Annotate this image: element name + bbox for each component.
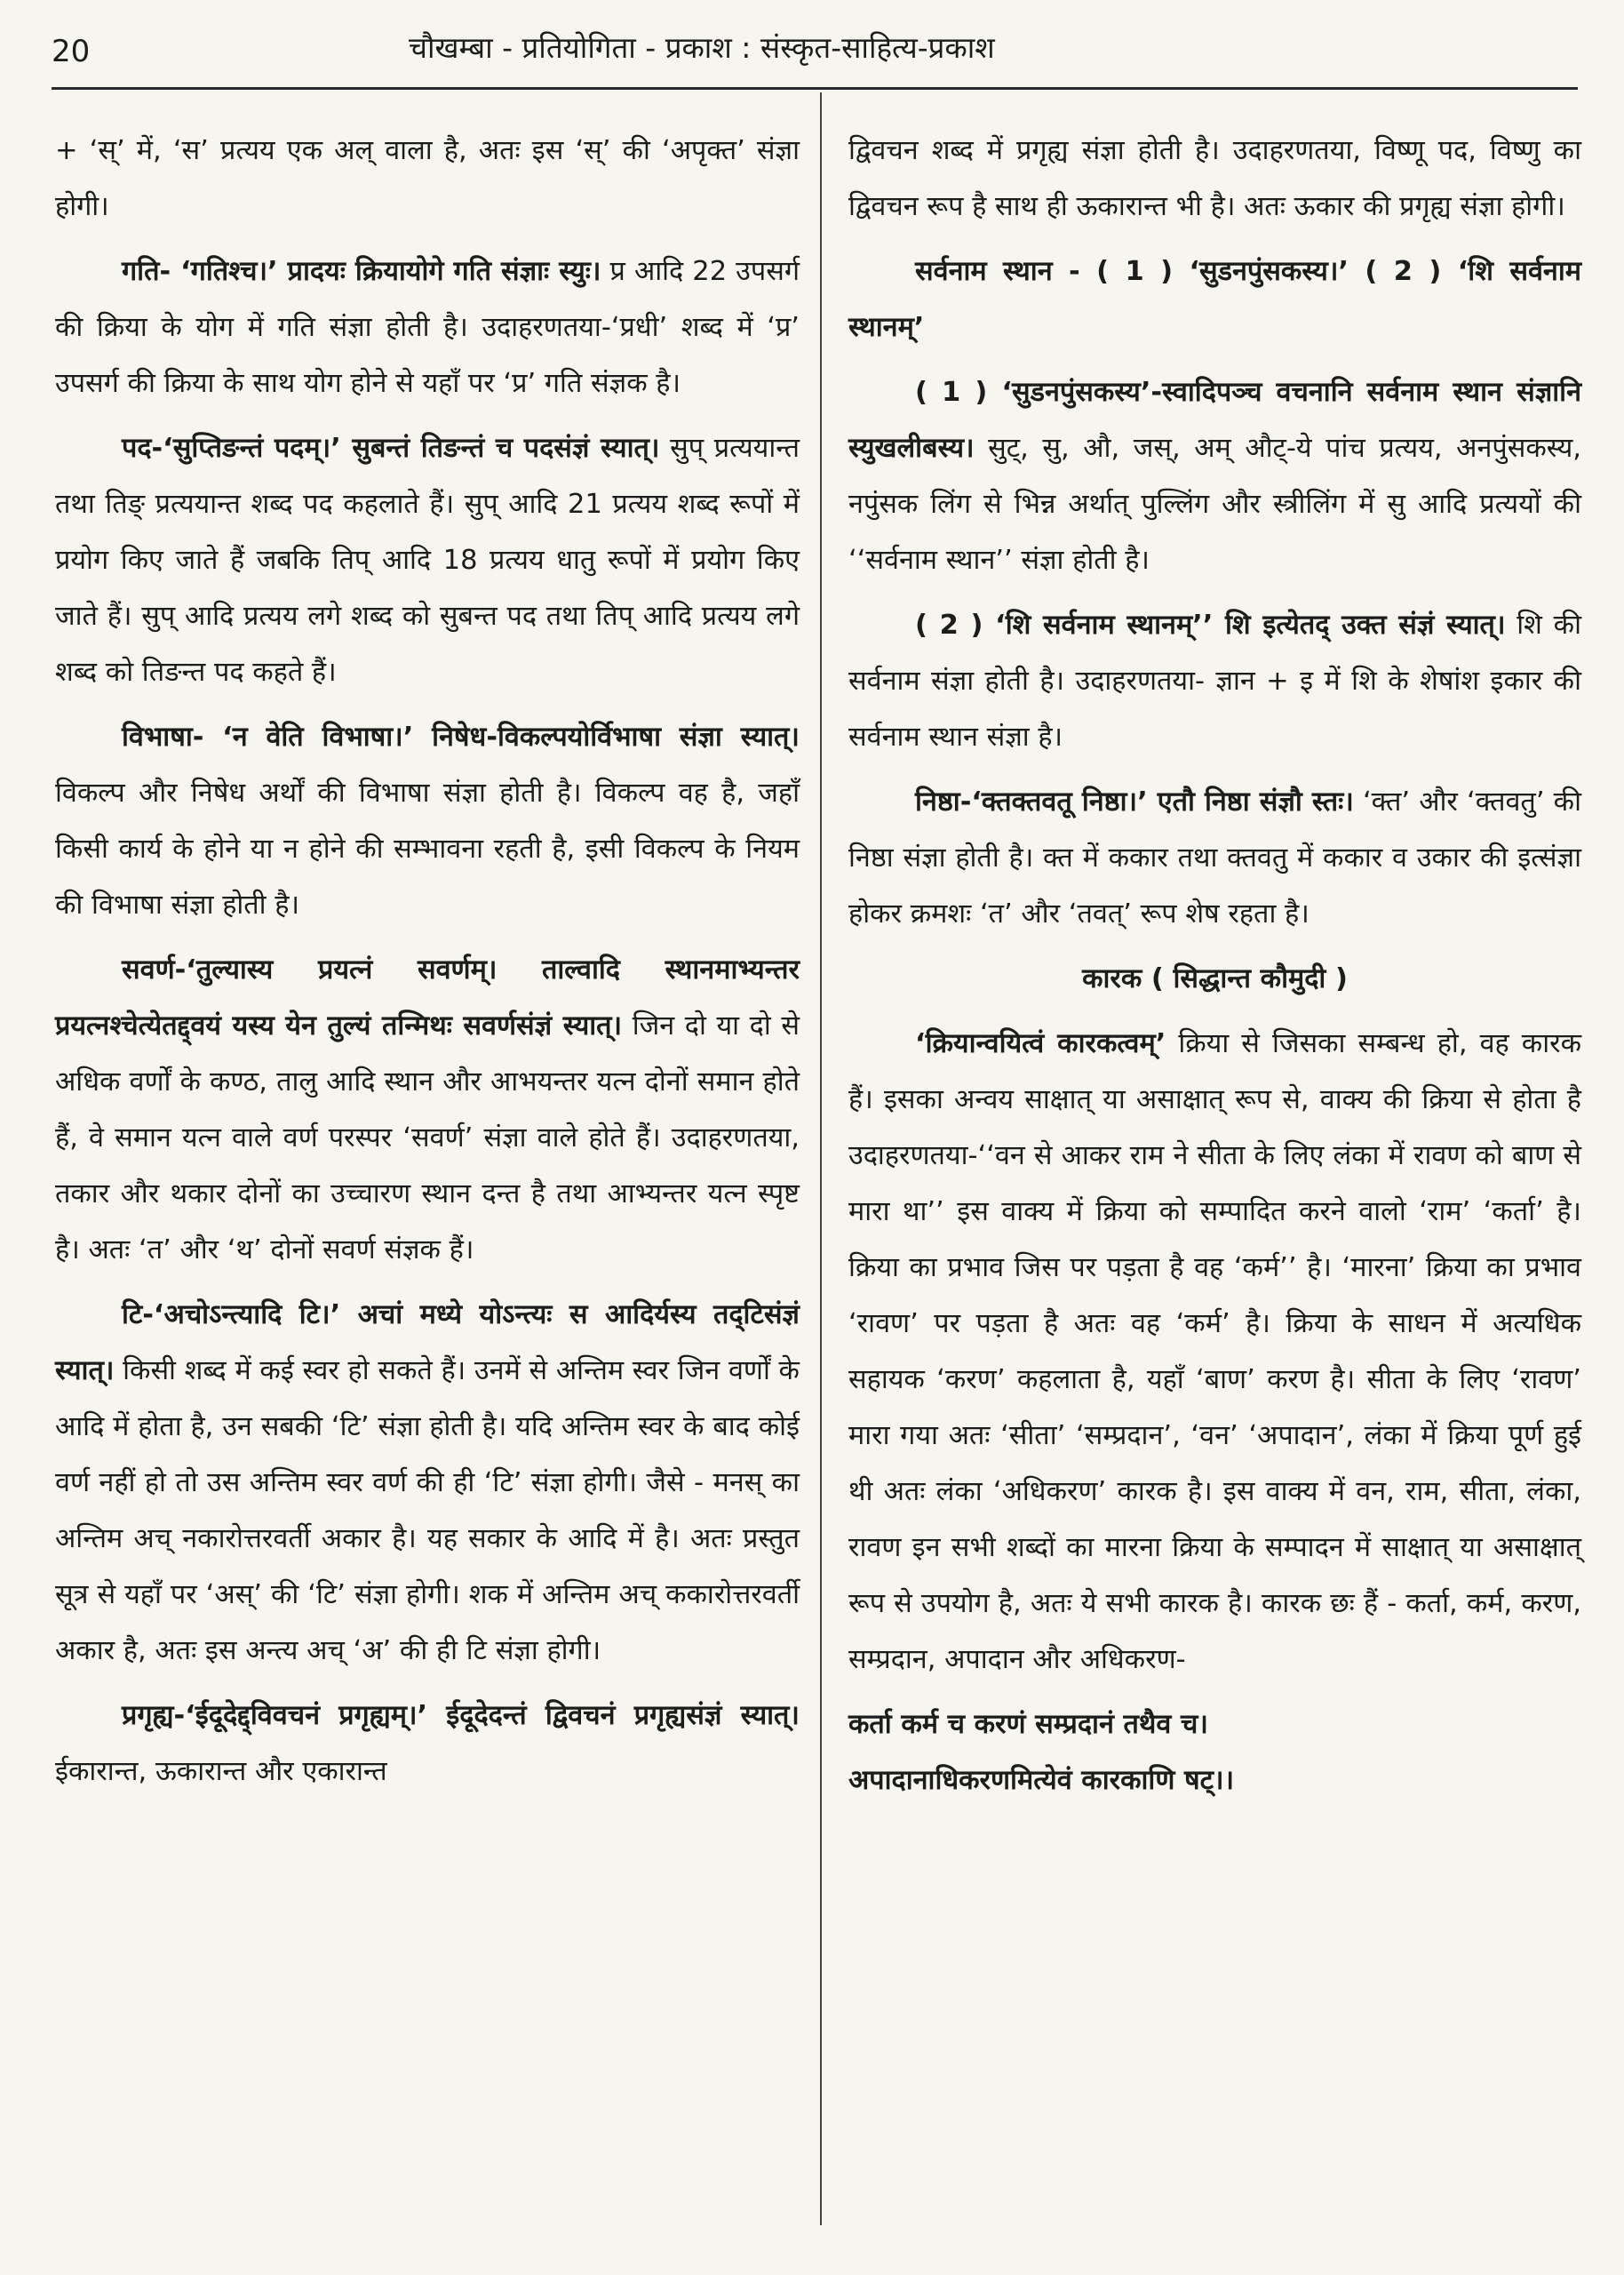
running-header: चौखम्बा - प्रतियोगिता - प्रकाश : संस्कृत-साहित्य-प्रकाश bbox=[409, 30, 995, 65]
column-divider bbox=[820, 92, 822, 2225]
karaka-heading: कारक ( सिद्धान्त कौमुदी ) bbox=[1082, 963, 1348, 994]
sarvanama1-sutra: ( 1 ) ‘सुडनपुंसकस्य’-स्वादिपञ्च वचनानि सर्वनाम स्थान संज्ञानि स्युखलीबस्य। bbox=[848, 377, 1581, 464]
pada-text: सुप् प्रत्ययान्त तथा तिङ् प्रत्ययान्त शब्द पद कहलाते हैं। सुप् आदि 21 प्रत्यय शब्द रूपों में प्रयोग किए जाते हैं जबकि तिप् आदि 18 प्रत्यय धातु रूपों में प्रयोग किए जाते हैं। सुप् आदि प्रत्यय लगे शब्द को सुबन्त पद तथा तिप् आदि प्रत्यय लगे शब्द को तिङन्त पद कहते हैं। bbox=[55, 433, 800, 688]
savarna-sutra: सवर्ण-‘तुल्यास्य प्रयत्नं सवर्णम्। ताल्वादि स्थानमाभ्यन्तर प्रयत्नश्चेत्येतद्द्वयं यस्य येन तुल्यं तन्मिथः सवर्णसंज्ञं स्यात्। bbox=[55, 954, 800, 1042]
left-column bbox=[55, 123, 800, 1808]
nishtha-sutra: निष्ठा-‘क्तक्तवतू निष्ठा।’ एतौ निष्ठा संज्ञौ स्तः। bbox=[915, 786, 1354, 818]
pada-paragraph bbox=[55, 420, 800, 700]
pragrihya-paragraph bbox=[55, 1688, 800, 1800]
vibhasha-paragraph bbox=[55, 709, 800, 933]
karaka-sutra: ‘क्रियान्वयित्वं कारकत्वम्’ bbox=[915, 1028, 1166, 1059]
nishtha-text: ‘क्त’ और ‘क्तवतु’ की निष्ठा संज्ञा होती है। क्त में ककार तथा क्तवतु में ककार व उकार की इत्संज्ञा होकर क्रमशः ‘त’ और ‘तवत्’ रूप शेष रहता है। bbox=[848, 786, 1581, 930]
ti-paragraph bbox=[55, 1287, 800, 1679]
gati-paragraph bbox=[55, 243, 800, 411]
sarvanama1-text: सुट्, सु, औ, जस्, अम् औट्-ये पांच प्रत्यय, अनपुंसकस्य, नपुंसक लिंग से भिन्न अर्थात् पुल्लिंग और स्त्रीलिंग में सु आदि प्रत्ययों की ‘‘सर्वनाम स्थान’’ संज्ञा होती है। bbox=[848, 433, 1581, 576]
karaka-text: क्रिया से जिसका सम्बन्ध हो, वह कारक हैं। इसका अन्वय साक्षात् या असाक्षात् रूप से, वाक्य की क्रिया से होता है उदाहरणतया-‘‘वन से आकर राम ने सीता के लिए लंका में रावण को बाण से मारा था’’ इस वाक्य में क्रिया को सम्पादित करने वालो ‘राम’ ‘कर्ता’ है। क्रिया का प्रभाव जिस पर पड़ता है वह ‘कर्म’’ है। ‘मारना’ क्रिया का प्रभाव ‘रावण’ पर पड़ता है अतः वह ‘कर्म’ है। क्रिया के साधन में अत्यधिक सहायक ‘करण’ कहलाता है, यहाँ ‘बाण’ करण है। सीता के लिए ‘रावण’ मारा गया अतः ‘सीता’ ‘सम्प्रदान’, ‘वन’ ‘अपादान’, लंका में क्रिया पूर्ण हुई थी अतः लंका ‘अधिकरण’ कारक है। इस वाक्य में वन, राम, सीता, लंका, रावण इन सभी शब्दों का मारना क्रिया के सम्पादन में साक्षात् या असाक्षात् रूप से उपयोग है, अतः ये सभी कारक है। कारक छः हैं - कर्ता, कर्म, करण, सम्प्रदान, अपादान और अधिकरण- bbox=[848, 1028, 1581, 1675]
gati-text: प्र आदि 22 उपसर्ग की क्रिया के योग में गति संज्ञा होती है। उदाहरणतया-‘प्रधी’ शब्द में ‘प्र’ उपसर्ग की क्रिया के साथ योग होने से यहाँ पर ‘प्र’ गति संज्ञक है। bbox=[55, 256, 800, 399]
pada-sutra: पद-‘सुप्तिङन्तं पदम्।’ सुबन्तं तिङन्तं च पदसंज्ञं स्यात्। bbox=[122, 433, 660, 464]
vibhasha-sutra: विभाषा- ‘न वेति विभाषा।’ निषेध-विकल्पयोर्विभाषा संज्ञा स्यात्। bbox=[122, 722, 800, 753]
savarna-paragraph bbox=[55, 942, 800, 1278]
sarvanama2-text: शि की सर्वनाम संज्ञा होती है। उदाहरणतया- ज्ञान + इ में शि के शेषांश इकार की सर्वनाम स्थान संज्ञा है। bbox=[848, 610, 1581, 753]
sarvanama2-paragraph bbox=[848, 597, 1581, 765]
right-column bbox=[848, 123, 1581, 1808]
ti-text: किसी शब्द में कई स्वर हो सकते हैं। उनमें से अन्तिम स्वर जिन वर्णों के आदि में होता है, उन सबकी ‘टि’ संज्ञा होती है। यदि अन्तिम स्वर के बाद कोई वर्ण नहीं हो तो उस अन्तिम स्वर वर्ण की ही ‘टि’ संज्ञा होगी। जैसे - मनस् का अन्तिम अच् नकारोत्तरवर्ती अकार है। यह सकार के आदि में है। अतः प्रस्तुत सूत्र से यहाँ पर ‘अस्’ की ‘टि’ संज्ञा होगी। शक में अन्तिम अच् ककारोत्तरवर्ती अकार है, अतः इस अन्त्य अच् ‘अ’ की ही टि संज्ञा होगी। bbox=[55, 1355, 800, 1666]
sarvanama2-sutra: ( 2 ) ‘शि सर्वनाम स्थानम्’’ शि इत्येतद् उक्त संज्ञं स्यात्। bbox=[915, 610, 1506, 641]
gati-sutra: गति- ‘गतिश्च।’ प्रादयः क्रियायोगे गति संज्ञाः स्युः। bbox=[122, 256, 601, 287]
ti-sutra: टि-‘अचोऽन्त्यादि टि।’ अचां मध्ये योऽन्त्यः स आदिर्यस्य तद्टिसंज्ञं स्यात्। bbox=[55, 1299, 800, 1386]
continued-paragraph-right: द्विवचन शब्द में प्रगृह्य संज्ञा होती है। उदाहरणतया, विष्णू पद, विष्णु का द्विवचन रूप है साथ ही ऊकारान्त भी है। अतः ऊकार की प्रगृह्य संज्ञा होगी। bbox=[848, 135, 1581, 222]
nishtha-paragraph bbox=[848, 774, 1581, 942]
savarna-text: जिन दो या दो से अधिक वर्णों के कण्ठ, तालु आदि स्थान और आभयन्तर यत्न दोनों समान होते हैं, वे समान यत्न वाले वर्ण परस्पर ‘सवर्ण’ संज्ञा वाले होते हैं। उदाहरणतया, तकार और थकार दोनों का उच्चारण स्थान दन्त है तथा आभ्यन्तर यत्न स्पृष्ट है। अतः ‘त’ और ‘थ’ दोनों सवर्ण संज्ञक हैं। bbox=[55, 1010, 800, 1265]
page-number: 20 bbox=[52, 34, 91, 69]
pragrihya-sutra: प्रगृह्य-‘ईदूदेद्द्विवचनं प्रगृह्यम्।’ ईदूदेदन्तं द्विवचनं प्रगृह्यसंज्ञं स्यात्। bbox=[122, 1700, 800, 1731]
verse-line-2: अपादानाधिकरणमित्येवं कारकाणि षट्।। bbox=[848, 1765, 1235, 1796]
vibhasha-text: विकल्प और निषेध अर्थों की विभाषा संज्ञा होती है। विकल्प वह है, जहाँ किसी कार्य के होने या न होने की सम्भावना रहती है, इसी विकल्प के नियम की विभाषा संज्ञा होती है। bbox=[55, 778, 800, 921]
sarvanama1-paragraph bbox=[848, 364, 1581, 588]
pragrihya-text: ईकारान्त, ऊकारान्त और एकारान्त bbox=[55, 1756, 387, 1787]
header-divider bbox=[52, 87, 1578, 90]
verse-line-1: कर्ता कर्म च करणं सम्प्रदानं तथैव च। bbox=[848, 1709, 1208, 1740]
karaka-paragraph bbox=[848, 1016, 1581, 1688]
continued-paragraph: + ‘स्’ में, ‘स’ प्रत्यय एक अल् वाला है, अतः इस ‘स्’ की ‘अपृक्त’ संज्ञा होगी। bbox=[55, 135, 800, 222]
sarvanama-heading: सर्वनाम स्थान - ( 1 ) ‘सुडनपुंसकस्य।’ ( 2 ) ‘शि सर्वनाम स्थानम्’ bbox=[848, 256, 1581, 343]
